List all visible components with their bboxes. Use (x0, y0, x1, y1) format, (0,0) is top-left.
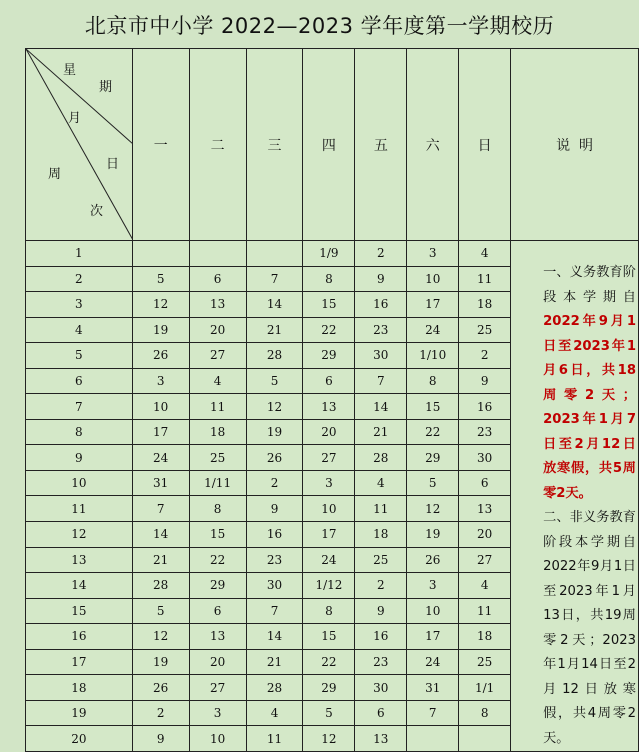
day-header-sat: 六 (407, 49, 459, 241)
date-cell: 24 (407, 649, 459, 675)
notes-cell (511, 241, 639, 752)
date-cell: 23 (355, 649, 407, 675)
date-cell: 9 (355, 266, 407, 292)
diag-label-xing: 星 (63, 63, 77, 78)
date-cell: 4 (459, 573, 511, 599)
date-cell: 26 (246, 445, 303, 471)
date-cell: 29 (189, 573, 246, 599)
note-compulsory (517, 261, 636, 506)
date-cell: 9 (246, 496, 303, 522)
date-cell: 21 (246, 317, 303, 343)
date-cell: 22 (303, 317, 355, 343)
date-cell: 23 (246, 547, 303, 573)
table-row (26, 241, 639, 267)
date-cell: 24 (407, 317, 459, 343)
date-cell: 2 (246, 470, 303, 496)
day-header-fri: 五 (355, 49, 407, 241)
date-cell: 29 (303, 343, 355, 369)
date-cell: 6 (459, 470, 511, 496)
date-cell: 10 (407, 598, 459, 624)
week-number-cell: 6 (26, 368, 133, 394)
date-cell (132, 241, 189, 267)
date-cell: 25 (355, 547, 407, 573)
date-cell: 2 (132, 700, 189, 726)
diag-label-yue: 月 (68, 111, 82, 126)
date-cell: 25 (189, 445, 246, 471)
date-cell: 3 (407, 241, 459, 267)
date-cell: 18 (189, 419, 246, 445)
date-cell: 15 (189, 522, 246, 548)
date-cell: 7 (246, 598, 303, 624)
date-cell: 2 (459, 343, 511, 369)
date-cell: 30 (355, 343, 407, 369)
date-cell: 13 (303, 394, 355, 420)
date-cell: 22 (189, 547, 246, 573)
week-number-cell: 20 (26, 726, 133, 752)
diagonal-lines (26, 49, 132, 240)
date-cell: 15 (303, 292, 355, 318)
date-cell: 21 (246, 649, 303, 675)
date-cell: 13 (355, 726, 407, 752)
date-cell: 4 (246, 700, 303, 726)
date-cell: 11 (246, 726, 303, 752)
week-number-cell: 14 (26, 573, 133, 599)
diag-label-ri: 日 (106, 157, 120, 172)
date-cell: 12 (246, 394, 303, 420)
note-header-label: 说 明 (556, 137, 593, 154)
date-cell: 27 (459, 547, 511, 573)
date-cell: 5 (407, 470, 459, 496)
date-cell: 23 (355, 317, 407, 343)
date-cell (189, 241, 246, 267)
date-cell: 1/10 (407, 343, 459, 369)
week-number-cell: 15 (26, 598, 133, 624)
date-cell: 21 (132, 547, 189, 573)
date-cell: 24 (303, 547, 355, 573)
date-cell: 3 (407, 573, 459, 599)
date-cell: 6 (355, 700, 407, 726)
week-number-cell: 16 (26, 624, 133, 650)
week-number-cell: 1 (26, 241, 133, 267)
week-number-cell: 17 (26, 649, 133, 675)
date-cell: 19 (132, 317, 189, 343)
week-number-cell: 10 (26, 470, 133, 496)
diag-label-zhou: 周 (48, 167, 62, 182)
date-cell: 8 (459, 700, 511, 726)
week-number-cell: 4 (26, 317, 133, 343)
date-cell: 25 (459, 649, 511, 675)
week-number-cell: 7 (26, 394, 133, 420)
school-calendar-table (25, 48, 639, 752)
date-cell: 17 (132, 419, 189, 445)
diag-label-ci: 次 (90, 204, 104, 219)
date-cell: 19 (246, 419, 303, 445)
date-cell: 6 (189, 598, 246, 624)
date-cell: 3 (189, 700, 246, 726)
date-cell: 28 (132, 573, 189, 599)
date-cell: 28 (355, 445, 407, 471)
date-cell: 31 (132, 470, 189, 496)
date-cell: 14 (246, 624, 303, 650)
date-cell: 16 (355, 624, 407, 650)
date-cell: 12 (132, 624, 189, 650)
week-number-cell: 18 (26, 675, 133, 701)
date-cell: 28 (246, 343, 303, 369)
date-cell: 16 (246, 522, 303, 548)
date-cell: 20 (189, 649, 246, 675)
date-cell: 17 (303, 522, 355, 548)
date-cell: 10 (303, 496, 355, 522)
date-cell: 27 (189, 675, 246, 701)
date-cell: 29 (303, 675, 355, 701)
date-cell: 11 (355, 496, 407, 522)
date-cell: 18 (459, 624, 511, 650)
date-cell: 28 (246, 675, 303, 701)
date-cell: 3 (132, 368, 189, 394)
date-cell: 26 (132, 343, 189, 369)
date-cell: 27 (189, 343, 246, 369)
date-cell: 12 (303, 726, 355, 752)
date-cell: 4 (189, 368, 246, 394)
date-cell: 12 (407, 496, 459, 522)
diagonal-header-cell (26, 49, 133, 241)
date-cell: 11 (459, 266, 511, 292)
date-cell: 19 (407, 522, 459, 548)
date-cell: 17 (407, 292, 459, 318)
date-cell (459, 726, 511, 752)
date-cell: 22 (303, 649, 355, 675)
note-compulsory-lead: 一、义务教育阶段本学期自 (543, 265, 636, 305)
date-cell: 10 (407, 266, 459, 292)
date-cell: 8 (189, 496, 246, 522)
date-cell: 4 (459, 241, 511, 267)
date-cell (246, 241, 303, 267)
day-header-tue: 二 (189, 49, 246, 241)
note-header (511, 49, 639, 241)
date-cell: 30 (246, 573, 303, 599)
date-cell: 18 (459, 292, 511, 318)
note-noncompulsory: 二、非义务教育阶段本学期自2022年9月1日至2023年1月13日，共19周零2天；2023年1月14日至2月12日放寒假，共4周零2天。 (543, 510, 636, 746)
date-cell: 3 (303, 470, 355, 496)
week-number-cell: 5 (26, 343, 133, 369)
date-cell: 21 (355, 419, 407, 445)
date-cell: 6 (303, 368, 355, 394)
date-cell: 15 (407, 394, 459, 420)
date-cell: 29 (407, 445, 459, 471)
date-cell: 7 (132, 496, 189, 522)
date-cell: 5 (132, 598, 189, 624)
date-cell: 5 (246, 368, 303, 394)
date-cell: 22 (407, 419, 459, 445)
date-cell: 6 (189, 266, 246, 292)
date-cell: 4 (355, 470, 407, 496)
date-cell: 1/1 (459, 675, 511, 701)
week-number-cell: 2 (26, 266, 133, 292)
date-cell: 20 (459, 522, 511, 548)
date-cell: 8 (407, 368, 459, 394)
calendar-body (26, 241, 639, 752)
date-cell: 30 (459, 445, 511, 471)
diag-label-qi: 期 (99, 80, 113, 95)
day-header-sun: 日 (459, 49, 511, 241)
date-cell: 31 (407, 675, 459, 701)
day-header-wed: 三 (246, 49, 303, 241)
date-cell: 14 (132, 522, 189, 548)
date-cell: 7 (407, 700, 459, 726)
date-cell: 13 (189, 624, 246, 650)
date-cell: 18 (355, 522, 407, 548)
date-cell: 11 (189, 394, 246, 420)
day-header-mon: 一 (132, 49, 189, 241)
date-cell: 9 (132, 726, 189, 752)
date-cell: 9 (459, 368, 511, 394)
date-cell: 26 (132, 675, 189, 701)
date-cell: 9 (355, 598, 407, 624)
date-cell: 20 (303, 419, 355, 445)
date-cell: 13 (459, 496, 511, 522)
date-cell: 12 (132, 292, 189, 318)
week-number-cell: 19 (26, 700, 133, 726)
header-row (26, 49, 639, 241)
date-cell: 15 (303, 624, 355, 650)
date-cell: 24 (132, 445, 189, 471)
date-cell: 25 (459, 317, 511, 343)
date-cell: 1/12 (303, 573, 355, 599)
date-cell: 30 (355, 675, 407, 701)
date-cell: 20 (189, 317, 246, 343)
date-cell: 17 (407, 624, 459, 650)
week-number-cell: 9 (26, 445, 133, 471)
date-cell: 23 (459, 419, 511, 445)
date-cell: 7 (246, 266, 303, 292)
week-number-cell: 12 (26, 522, 133, 548)
note-compulsory-dates: 2022年9月1日至2023年1月6日，共18周零2天；2023年1月7日至2月12日放寒假，共5周零2天。 (543, 314, 636, 501)
date-cell: 14 (355, 394, 407, 420)
date-cell: 8 (303, 266, 355, 292)
date-cell: 16 (355, 292, 407, 318)
date-cell: 2 (355, 241, 407, 267)
date-cell: 10 (189, 726, 246, 752)
week-number-cell: 8 (26, 419, 133, 445)
date-cell: 2 (355, 573, 407, 599)
date-cell: 7 (355, 368, 407, 394)
date-cell (407, 726, 459, 752)
date-cell: 5 (132, 266, 189, 292)
date-cell: 1/9 (303, 241, 355, 267)
date-cell: 13 (189, 292, 246, 318)
week-number-cell: 11 (26, 496, 133, 522)
week-number-cell: 3 (26, 292, 133, 318)
date-cell: 1/11 (189, 470, 246, 496)
page-title: 北京市中小学 2022—2023 学年度第一学期校历 (84, 14, 555, 38)
date-cell: 16 (459, 394, 511, 420)
date-cell: 8 (303, 598, 355, 624)
day-header-thu: 四 (303, 49, 355, 241)
week-number-cell: 13 (26, 547, 133, 573)
date-cell: 5 (303, 700, 355, 726)
date-cell: 27 (303, 445, 355, 471)
date-cell: 14 (246, 292, 303, 318)
date-cell: 11 (459, 598, 511, 624)
date-cell: 10 (132, 394, 189, 420)
date-cell: 26 (407, 547, 459, 573)
date-cell: 19 (132, 649, 189, 675)
notes-text (511, 241, 638, 751)
